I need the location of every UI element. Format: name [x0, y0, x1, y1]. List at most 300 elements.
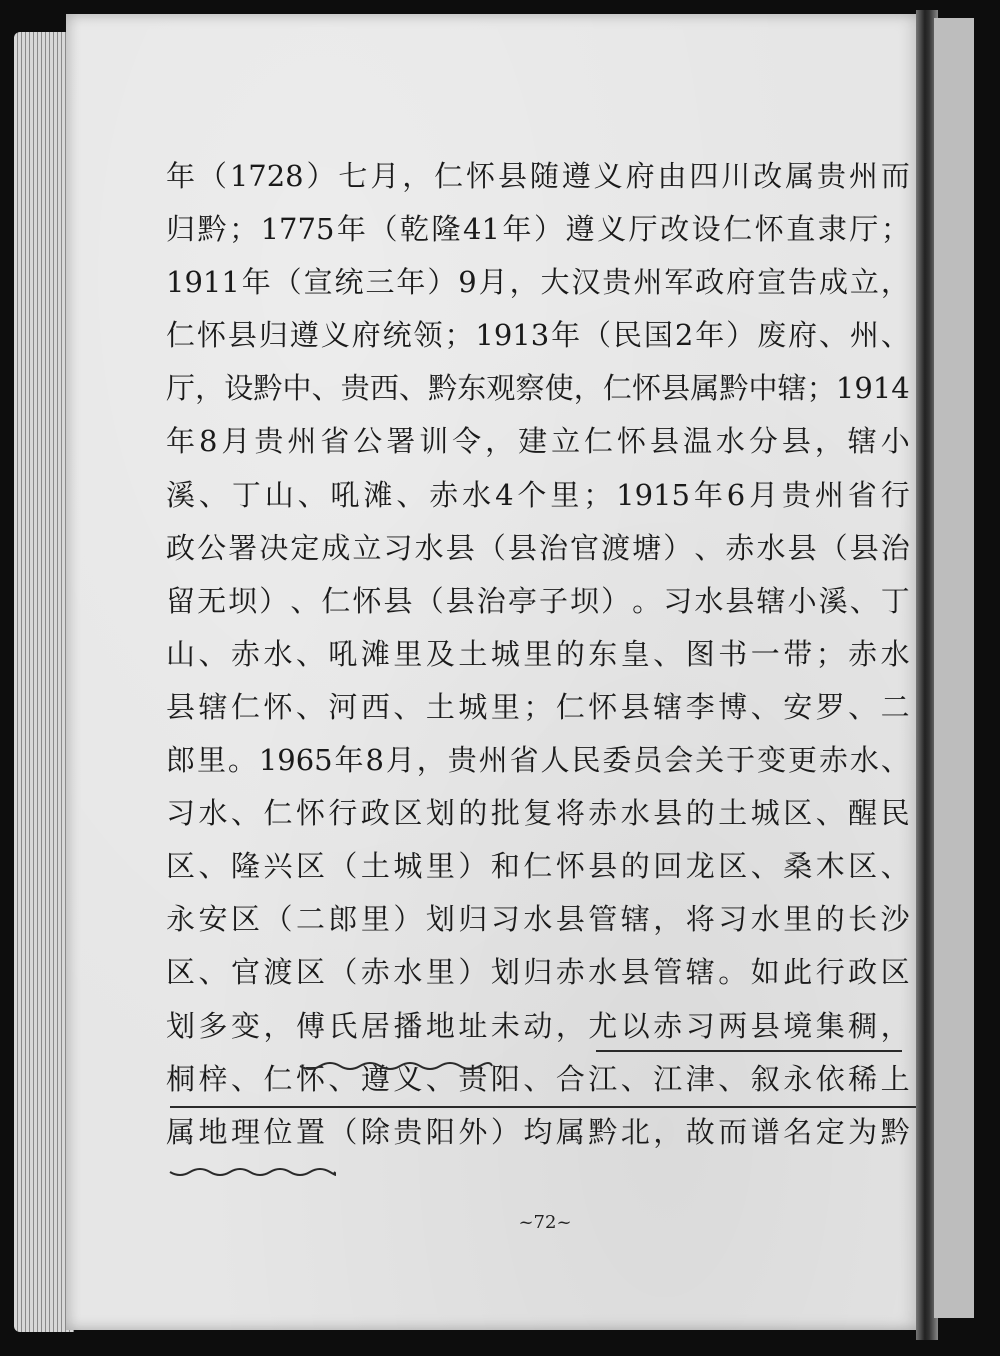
text-glyph: 公	[353, 424, 383, 459]
text-glyph: 、	[750, 689, 780, 724]
text-glyph: 8	[198, 424, 218, 459]
text-glyph: 月	[749, 477, 779, 512]
text-glyph: 赤	[588, 796, 618, 831]
text-glyph: 官	[570, 530, 600, 565]
text-glyph: 月	[221, 424, 251, 459]
text-glyph: 滩	[360, 636, 390, 671]
text-glyph: 1911	[166, 265, 240, 300]
text-line	[166, 1106, 910, 1159]
text-glyph: 阳	[490, 1061, 520, 1096]
text-glyph: 隆	[230, 849, 260, 884]
text-glyph: 丁	[880, 583, 910, 618]
text-line	[166, 681, 910, 734]
text-glyph: 统	[382, 318, 412, 353]
text-glyph: 坝	[228, 583, 258, 618]
text-glyph: 、	[328, 1061, 358, 1096]
text-glyph: 省	[509, 743, 539, 778]
text-glyph: 仁	[263, 1061, 293, 1096]
text-glyph: ，	[416, 743, 446, 778]
text-glyph: 委	[602, 743, 632, 778]
text-line	[166, 150, 910, 203]
text-glyph: 、	[880, 318, 910, 353]
text-glyph: 员	[633, 743, 663, 778]
text-glyph: 废	[757, 318, 787, 353]
text-glyph: 宣	[757, 265, 787, 300]
text-glyph: 汉	[571, 265, 601, 300]
text-glyph: 、	[849, 583, 879, 618]
text-glyph: 小	[787, 583, 817, 618]
text-glyph: 区	[848, 849, 878, 884]
text-line	[166, 787, 910, 840]
text-glyph: （	[414, 583, 444, 618]
text-glyph: 、	[198, 849, 228, 884]
text-glyph: 行	[328, 796, 358, 831]
text-glyph: ；	[880, 212, 910, 247]
text-glyph: 黔	[719, 371, 749, 406]
text-glyph: 州	[849, 318, 879, 353]
text-glyph: （	[368, 212, 398, 247]
text-glyph: 尤	[588, 1008, 618, 1043]
text-glyph: 里	[490, 689, 520, 724]
text-glyph: 复	[523, 796, 553, 831]
text-glyph: 书	[718, 636, 748, 671]
text-glyph: （	[476, 530, 506, 565]
text-glyph: 吼	[330, 477, 360, 512]
text-glyph: 府	[625, 159, 655, 193]
text-glyph: 水	[694, 583, 724, 618]
text-glyph: 乾	[399, 212, 429, 247]
text-glyph: 李	[685, 689, 715, 724]
text-glyph: 立	[849, 265, 879, 300]
text-glyph: 县	[781, 424, 811, 459]
text-glyph: 西	[369, 371, 399, 406]
text-glyph: 故	[685, 1114, 715, 1149]
text-glyph: ）	[726, 318, 756, 353]
text-glyph: 桑	[783, 849, 813, 884]
text-glyph: 东	[588, 636, 618, 671]
text-glyph: 桐	[166, 1061, 196, 1096]
text-glyph: 辖	[685, 955, 715, 990]
text-glyph: 、	[290, 583, 320, 618]
text-glyph: 省	[320, 424, 350, 459]
text-glyph: 4	[495, 477, 514, 512]
text-glyph: 水	[756, 530, 786, 565]
text-glyph: ；	[523, 689, 553, 724]
text-glyph: 县	[445, 583, 475, 618]
text-glyph: 归	[523, 955, 553, 990]
text-glyph: ，	[263, 1008, 293, 1043]
text-line	[166, 415, 910, 468]
text-glyph: 的	[620, 849, 650, 884]
text-glyph: ，	[653, 902, 683, 937]
text-glyph: 立	[551, 424, 581, 459]
text-glyph: 除	[360, 1114, 390, 1149]
text-glyph: 1775	[260, 212, 335, 247]
text-glyph: 月	[385, 743, 415, 778]
text-glyph: 、	[848, 689, 878, 724]
text-glyph: 里	[783, 902, 813, 937]
text-glyph: 北	[620, 1114, 650, 1149]
text-glyph: 县	[620, 689, 650, 724]
text-glyph: 县	[649, 424, 679, 459]
text-glyph: ）	[306, 159, 336, 193]
text-glyph: 地	[425, 1008, 455, 1043]
text-glyph: 使	[544, 371, 574, 406]
text-glyph: 县	[166, 689, 196, 724]
text-glyph: 均	[523, 1114, 553, 1149]
text-glyph: 领	[413, 318, 443, 353]
text-glyph: 成	[818, 265, 848, 300]
text-glyph: 二	[295, 902, 325, 937]
text-glyph: 赤	[653, 1008, 683, 1043]
text-glyph: 义	[593, 159, 623, 193]
text-glyph: 水	[880, 636, 910, 671]
text-glyph: 无	[197, 583, 227, 618]
text-glyph: 地	[198, 1114, 228, 1149]
text-glyph: 津	[685, 1061, 715, 1096]
text-glyph: 1915	[616, 477, 690, 512]
text-glyph: 谱	[750, 1114, 780, 1149]
text-glyph: 安	[198, 902, 228, 937]
text-glyph: 区	[393, 796, 423, 831]
text-line	[166, 203, 910, 256]
text-glyph: 播	[393, 1008, 423, 1043]
text-glyph: 、	[399, 371, 429, 406]
text-glyph: 随	[529, 159, 559, 193]
text-glyph: 仁	[584, 424, 614, 459]
text-glyph: 区	[166, 849, 196, 884]
text-glyph: 水	[198, 796, 228, 831]
text-glyph: ）	[427, 265, 457, 300]
text-glyph: 水	[393, 955, 423, 990]
text-glyph: 里	[550, 477, 580, 512]
body-text	[100, 150, 910, 1159]
text-glyph: 河	[328, 689, 358, 724]
text-glyph: 贵	[781, 477, 811, 512]
text-line	[166, 362, 910, 415]
text-line	[166, 575, 910, 628]
text-glyph: 、	[750, 849, 780, 884]
text-glyph: 1914	[835, 371, 910, 406]
text-glyph: 2	[674, 318, 694, 353]
text-glyph: 民	[612, 318, 642, 353]
text-glyph: 居	[360, 1008, 390, 1043]
text-glyph: 变	[757, 743, 787, 778]
text-glyph: 区	[230, 902, 260, 937]
text-glyph: 行	[880, 477, 910, 512]
text-glyph: 县	[661, 371, 691, 406]
text-glyph: （	[328, 1114, 358, 1149]
text-glyph: 皇	[620, 636, 650, 671]
text-glyph: 傅	[295, 1008, 325, 1043]
text-glyph: 立	[352, 530, 382, 565]
text-glyph: ；	[806, 371, 836, 406]
text-glyph: 渡	[601, 530, 631, 565]
text-glyph: 渡	[263, 955, 293, 990]
text-glyph: 、	[818, 318, 848, 353]
text-glyph: 土	[360, 849, 390, 884]
text-glyph: 划	[166, 1008, 196, 1043]
text-glyph: 、	[880, 849, 910, 884]
handwritten-wavy-underline	[168, 1166, 336, 1180]
text-glyph: ）	[663, 530, 693, 565]
text-glyph: 习	[166, 796, 196, 831]
text-glyph: 、	[198, 955, 228, 990]
text-glyph: 里	[425, 955, 455, 990]
text-glyph: 治	[476, 583, 506, 618]
text-glyph: 1728	[229, 159, 304, 193]
text-glyph: 县	[653, 796, 683, 831]
text-glyph: 辖	[653, 689, 683, 724]
text-line	[166, 522, 910, 575]
text-glyph: 城	[393, 849, 423, 884]
text-glyph: 郎	[328, 902, 358, 937]
text-glyph: 水	[620, 796, 650, 831]
text-glyph: 变	[230, 1008, 260, 1043]
text-glyph: 贵	[817, 159, 847, 193]
text-glyph: 怀	[263, 689, 293, 724]
text-glyph: 多	[198, 1008, 228, 1043]
text-glyph: 年	[502, 212, 532, 247]
text-glyph: ，	[880, 265, 910, 300]
text-glyph: 及	[425, 636, 455, 671]
text-glyph: ）	[393, 902, 423, 937]
text-glyph: 滩	[363, 477, 393, 512]
text-glyph: 而	[880, 159, 910, 193]
text-glyph: 上	[880, 1061, 910, 1096]
text-glyph: 划	[490, 955, 520, 990]
text-glyph: 告	[788, 265, 818, 300]
text-glyph: 训	[419, 424, 449, 459]
text-glyph: 溪	[166, 477, 196, 512]
text-glyph: 水	[462, 477, 492, 512]
text-glyph: 叙	[750, 1061, 780, 1096]
text-glyph: 址	[458, 1008, 488, 1043]
text-glyph: 观	[486, 371, 516, 406]
text-glyph: 此	[783, 955, 813, 990]
text-glyph: 1965	[258, 743, 333, 778]
text-glyph: 中	[282, 371, 312, 406]
text-glyph: 氏	[328, 1008, 358, 1043]
text-glyph: 管	[588, 902, 618, 937]
text-glyph: （	[272, 265, 302, 300]
text-glyph: 归	[258, 318, 288, 353]
text-glyph: 的	[458, 796, 488, 831]
text-line	[166, 309, 910, 362]
text-glyph: ，	[880, 1008, 910, 1043]
text-glyph: 置	[295, 1114, 325, 1149]
text-glyph: 习	[490, 902, 520, 937]
text-glyph: ）	[458, 849, 488, 884]
text-glyph: 区	[783, 796, 813, 831]
text-glyph: 国	[643, 318, 673, 353]
text-glyph: 8	[365, 743, 384, 778]
text-glyph: 坝	[570, 583, 600, 618]
text-glyph: 、	[653, 636, 683, 671]
handwritten-wavy-underline	[298, 1060, 494, 1074]
text-glyph: 带	[783, 636, 813, 671]
text-glyph: 省	[847, 477, 877, 512]
text-glyph: ）	[601, 583, 631, 618]
text-glyph: 9	[458, 265, 477, 300]
text-glyph: 、	[295, 636, 325, 671]
text-glyph: 成	[321, 530, 351, 565]
text-glyph: 、	[198, 477, 228, 512]
text-glyph: 怀	[196, 318, 226, 353]
text-glyph: 阳	[425, 1114, 455, 1149]
text-glyph: 怀	[632, 371, 662, 406]
text-glyph: 永	[783, 1061, 813, 1096]
text-glyph: 府	[351, 318, 381, 353]
text-glyph: 的	[685, 796, 715, 831]
text-glyph: 年	[693, 477, 723, 512]
text-glyph: 黔	[880, 1114, 910, 1149]
text-glyph: 怀	[754, 212, 784, 247]
text-glyph: 辖	[777, 371, 807, 406]
text-glyph: 公	[197, 530, 227, 565]
text-glyph: 属	[166, 1114, 196, 1149]
text-glyph: 州	[633, 265, 663, 300]
text-glyph: 年	[334, 743, 364, 778]
text-glyph: 贵	[254, 424, 284, 459]
text-glyph: 位	[263, 1114, 293, 1149]
text-glyph: 年	[166, 424, 196, 459]
text-glyph: 、	[198, 636, 228, 671]
text-glyph: 赤	[555, 955, 585, 990]
text-glyph: 水	[523, 902, 553, 937]
text-glyph: 区	[295, 955, 325, 990]
text-glyph: 里	[196, 743, 226, 778]
text-glyph: 仁	[434, 159, 464, 193]
text-glyph: 习	[685, 1008, 715, 1043]
text-glyph: 赤	[848, 636, 878, 671]
text-glyph: 土	[458, 636, 488, 671]
text-glyph: 、	[620, 1061, 650, 1096]
text-glyph: 温	[682, 424, 712, 459]
text-glyph: 集	[815, 1008, 845, 1043]
text-glyph: 41	[463, 212, 500, 247]
text-glyph: 建	[518, 424, 548, 459]
text-glyph: 、	[230, 796, 260, 831]
text-glyph: 官	[230, 955, 260, 990]
text-line	[166, 893, 910, 946]
text-glyph: 遵	[289, 318, 319, 353]
text-glyph: 境	[783, 1008, 813, 1043]
text-glyph: 江	[588, 1061, 618, 1096]
text-glyph: 山	[264, 477, 294, 512]
text-glyph: 黔	[197, 212, 227, 247]
text-glyph: 水	[263, 636, 293, 671]
text-glyph: 厅	[849, 212, 879, 247]
text-glyph: 的	[555, 636, 585, 671]
text-glyph: 军	[664, 265, 694, 300]
text-glyph: 吼	[328, 636, 358, 671]
text-glyph: ；	[444, 318, 474, 353]
text-glyph: 1913	[475, 318, 550, 353]
text-glyph: 里	[393, 636, 423, 671]
text-glyph: 永	[166, 902, 196, 937]
text-glyph: 行	[815, 955, 845, 990]
text-glyph: 属	[555, 1114, 585, 1149]
text-glyph: 四	[689, 159, 719, 193]
text-glyph: 由	[657, 159, 687, 193]
text-glyph: 而	[718, 1114, 748, 1149]
text-glyph: 县	[227, 318, 257, 353]
text-glyph: 回	[653, 849, 683, 884]
text-glyph: 图	[685, 636, 715, 671]
text-glyph: 子	[538, 583, 568, 618]
text-glyph: 西	[360, 689, 390, 724]
text-glyph: 义	[597, 212, 627, 247]
text-glyph: 一	[750, 636, 780, 671]
text-glyph: 关	[695, 743, 725, 778]
text-glyph: 厅	[628, 212, 658, 247]
text-glyph: 归	[166, 212, 196, 247]
text-glyph: 山	[166, 636, 196, 671]
text-glyph: 区	[880, 955, 910, 990]
text-glyph: 水	[849, 743, 879, 778]
text-glyph: 怀	[295, 1061, 325, 1096]
text-glyph: 年	[336, 212, 366, 247]
text-glyph: 三	[365, 265, 395, 300]
text-glyph: 习	[383, 530, 413, 565]
text-glyph: 州	[814, 477, 844, 512]
text-glyph: 习	[718, 902, 748, 937]
text-glyph: ，	[555, 1008, 585, 1043]
text-glyph: ）	[534, 212, 564, 247]
text-glyph: 县	[725, 583, 755, 618]
text-glyph: 人	[540, 743, 570, 778]
text-glyph: ）	[259, 583, 289, 618]
text-glyph: 州	[287, 424, 317, 459]
text-glyph: 罗	[815, 689, 845, 724]
text-glyph: 二	[880, 689, 910, 724]
text-glyph: 东	[457, 371, 487, 406]
text-glyph: 七	[338, 159, 368, 193]
text-glyph: 、	[311, 371, 341, 406]
text-glyph: 沙	[880, 902, 910, 937]
text-glyph: 民	[571, 743, 601, 778]
text-glyph: 溪	[818, 583, 848, 618]
text-glyph: 外	[458, 1114, 488, 1149]
text-glyph: 土	[718, 796, 748, 831]
text-glyph: 将	[685, 902, 715, 937]
text-glyph: 察	[515, 371, 545, 406]
text-glyph: 稠	[848, 1008, 878, 1043]
text-line	[166, 628, 910, 681]
text-glyph: 川	[721, 159, 751, 193]
text-glyph: 依	[815, 1061, 845, 1096]
text-glyph: 、	[230, 1061, 260, 1096]
text-glyph: 怀	[617, 424, 647, 459]
text-glyph: 小	[880, 424, 910, 459]
text-glyph: 政	[360, 796, 390, 831]
text-glyph: 安	[783, 689, 813, 724]
text-glyph: 直	[786, 212, 816, 247]
text-glyph: 黔	[588, 1114, 618, 1149]
text-glyph: 县	[383, 583, 413, 618]
text-glyph: 水	[750, 902, 780, 937]
text-glyph: 批	[490, 796, 520, 831]
text-glyph: ；	[583, 477, 613, 512]
text-glyph: 贵	[602, 265, 632, 300]
text-glyph: 县	[445, 530, 475, 565]
text-glyph: 民	[880, 796, 910, 831]
text-glyph: 水	[715, 424, 745, 459]
page-number: ~72~	[518, 1212, 572, 1233]
text-glyph: 龙	[685, 849, 715, 884]
facing-page-edge	[934, 18, 974, 1318]
